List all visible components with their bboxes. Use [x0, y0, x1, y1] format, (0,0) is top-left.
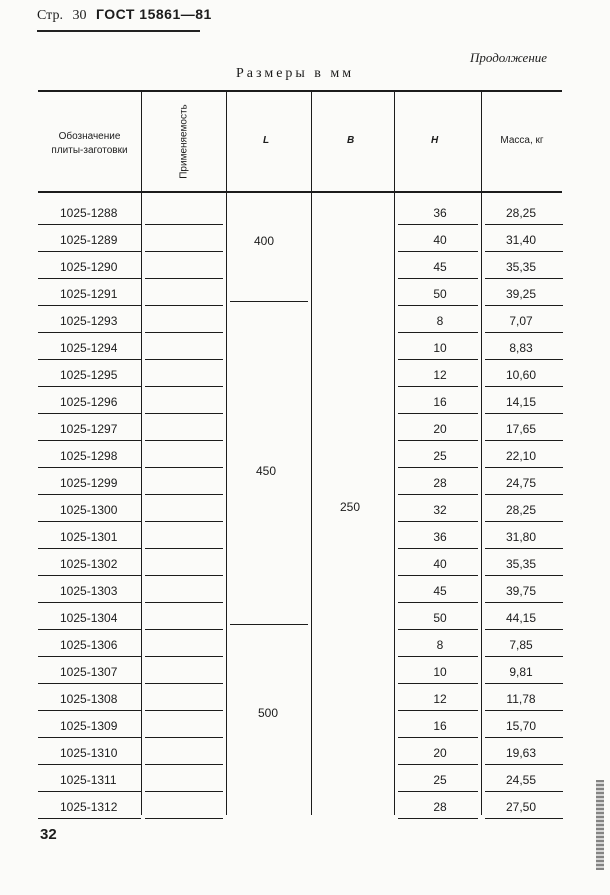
row-line-H [398, 602, 478, 603]
col-divider-5 [481, 92, 482, 191]
row-line-designation [38, 332, 141, 333]
row-designation: 1025-1301 [60, 530, 118, 544]
continuation-label: Продолжение [470, 50, 548, 65]
row-designation: 1025-1290 [60, 260, 118, 274]
row-mass: 28,25 [505, 206, 537, 220]
row-line-designation [38, 278, 141, 279]
row-line-H [398, 305, 478, 306]
row-H: 40 [433, 233, 447, 247]
row-line-designation [38, 602, 141, 603]
row-line-designation [38, 305, 141, 306]
row-line-applicability [145, 575, 223, 576]
row-line-H [398, 251, 478, 252]
row-line-applicability [145, 818, 223, 819]
L-group-separator-1 [230, 301, 308, 302]
row-line-mass [485, 737, 563, 738]
row-H: 28 [433, 800, 447, 814]
row-line-mass [485, 278, 563, 279]
row-line-designation [38, 467, 141, 468]
row-H: 10 [433, 341, 447, 355]
row-line-mass [485, 818, 563, 819]
header-page: 30 [72, 8, 87, 23]
row-mass: 39,25 [505, 287, 537, 301]
row-line-designation [38, 440, 141, 441]
row-H: 25 [433, 773, 447, 787]
row-line-mass [485, 656, 563, 657]
row-designation: 1025-1289 [60, 233, 118, 247]
row-H: 28 [433, 476, 447, 490]
header-designation: Обозначение плиты-заготовки [51, 131, 128, 156]
row-line-mass [485, 413, 563, 414]
row-line-designation [38, 494, 141, 495]
body-divider-4 [394, 193, 395, 815]
row-line-H [398, 710, 478, 711]
row-line-designation [38, 764, 141, 765]
row-line-designation [38, 683, 141, 684]
row-line-H [398, 629, 478, 630]
row-designation: 1025-1298 [60, 449, 118, 463]
row-mass: 35,35 [505, 260, 537, 274]
col-divider-4 [394, 92, 395, 191]
row-line-applicability [145, 629, 223, 630]
row-mass: 7,07 [509, 314, 533, 328]
row-mass: 14,15 [505, 395, 537, 409]
row-line-applicability [145, 386, 223, 387]
row-line-applicability [145, 683, 223, 684]
row-H: 8 [436, 314, 444, 328]
row-line-applicability [145, 305, 223, 306]
row-line-H [398, 683, 478, 684]
row-mass: 24,55 [505, 773, 537, 787]
row-line-H [398, 737, 478, 738]
row-H: 16 [433, 719, 447, 733]
row-line-applicability [145, 224, 223, 225]
row-line-H [398, 278, 478, 279]
row-line-H [398, 467, 478, 468]
row-mass: 19,63 [505, 746, 537, 760]
row-designation: 1025-1308 [60, 692, 118, 706]
row-line-H [398, 521, 478, 522]
row-H: 10 [433, 665, 447, 679]
row-mass: 31,80 [505, 530, 537, 544]
row-line-applicability [145, 467, 223, 468]
row-line-mass [485, 521, 563, 522]
row-H: 45 [433, 260, 447, 274]
row-H: 12 [433, 368, 447, 382]
row-line-designation [38, 521, 141, 522]
row-mass: 11,78 [506, 692, 536, 706]
row-line-applicability [145, 359, 223, 360]
row-designation: 1025-1288 [60, 206, 118, 220]
row-H: 36 [433, 530, 447, 544]
row-line-designation [38, 251, 141, 252]
row-line-designation [38, 791, 141, 792]
row-line-applicability [145, 710, 223, 711]
row-line-applicability [145, 278, 223, 279]
body-divider-5 [481, 193, 482, 815]
row-mass: 44,15 [505, 611, 537, 625]
header-standard: ГОСТ 15861—81 [95, 6, 212, 22]
row-line-mass [485, 359, 563, 360]
row-line-designation [38, 629, 141, 630]
row-line-designation [38, 413, 141, 414]
row-line-designation [38, 656, 141, 657]
row-mass: 9,81 [509, 665, 533, 679]
row-line-H [398, 791, 478, 792]
row-H: 32 [433, 503, 447, 517]
row-mass: 7,85 [509, 638, 533, 652]
row-line-H [398, 413, 478, 414]
row-line-H [398, 494, 478, 495]
row-line-applicability [145, 413, 223, 414]
row-designation: 1025-1294 [60, 341, 118, 355]
row-designation: 1025-1303 [60, 584, 118, 598]
header-bottom-border [38, 191, 562, 193]
row-designation: 1025-1307 [60, 665, 118, 679]
row-line-mass [485, 791, 563, 792]
L-value-400: 400 [254, 234, 275, 248]
row-designation: 1025-1309 [60, 719, 118, 733]
row-H: 40 [433, 557, 447, 571]
sizes-title: Размеры в мм [236, 66, 355, 81]
col-divider-3 [311, 92, 312, 191]
row-mass: 28,25 [505, 503, 537, 517]
row-line-applicability [145, 440, 223, 441]
row-line-mass [485, 386, 563, 387]
body-divider-1 [141, 193, 142, 815]
header-H: H [431, 135, 439, 146]
row-line-designation [38, 818, 141, 819]
row-line-mass [485, 251, 563, 252]
row-designation: 1025-1312 [60, 800, 118, 814]
row-line-designation [38, 575, 141, 576]
row-line-mass [485, 332, 563, 333]
row-line-mass [485, 548, 563, 549]
row-designation: 1025-1299 [60, 476, 118, 490]
L-value-500: 500 [258, 706, 279, 720]
row-H: 16 [433, 395, 447, 409]
row-H: 36 [433, 206, 447, 220]
row-designation: 1025-1291 [60, 287, 118, 301]
row-line-H [398, 224, 478, 225]
L-group-separator-2 [230, 624, 308, 625]
row-line-mass [485, 440, 563, 441]
B-value-250: 250 [340, 500, 361, 514]
row-line-designation [38, 737, 141, 738]
row-line-mass [485, 467, 563, 468]
running-header [37, 6, 212, 24]
row-line-applicability [145, 332, 223, 333]
row-designation: 1025-1296 [60, 395, 118, 409]
row-line-designation [38, 386, 141, 387]
header-L: L [263, 135, 270, 146]
row-H: 25 [433, 449, 447, 463]
row-H: 50 [433, 611, 447, 625]
row-mass: 39,75 [505, 584, 537, 598]
row-line-designation [38, 359, 141, 360]
row-H: 20 [433, 422, 447, 436]
row-line-mass [485, 224, 563, 225]
row-line-H [398, 575, 478, 576]
row-line-mass [485, 629, 563, 630]
header-B: B [347, 135, 355, 146]
row-line-H [398, 656, 478, 657]
row-line-designation [38, 224, 141, 225]
row-line-H [398, 386, 478, 387]
row-designation: 1025-1311 [60, 773, 117, 787]
row-H: 12 [433, 692, 447, 706]
row-line-applicability [145, 521, 223, 522]
row-H: 8 [436, 638, 444, 652]
body-divider-2 [226, 193, 227, 815]
row-line-H [398, 332, 478, 333]
row-line-mass [485, 305, 563, 306]
row-line-applicability [145, 737, 223, 738]
row-mass: 15,70 [505, 719, 537, 733]
row-designation: 1025-1297 [60, 422, 118, 436]
row-designation: 1025-1306 [60, 638, 118, 652]
row-mass: 22,10 [505, 449, 537, 463]
row-mass: 35,35 [505, 557, 537, 571]
row-designation: 1025-1300 [60, 503, 118, 517]
row-line-mass [485, 575, 563, 576]
row-line-H [398, 548, 478, 549]
row-line-H [398, 764, 478, 765]
row-line-applicability [145, 548, 223, 549]
table-top-border [38, 90, 562, 92]
body-divider-3 [311, 193, 312, 815]
header-underline [37, 30, 200, 32]
row-line-mass [485, 710, 563, 711]
row-line-mass [485, 764, 563, 765]
row-mass: 27,50 [505, 800, 537, 814]
row-line-designation [38, 548, 141, 549]
row-line-mass [485, 494, 563, 495]
scan-edge-mark [596, 780, 604, 870]
row-line-mass [485, 683, 563, 684]
row-line-designation [38, 710, 141, 711]
row-line-H [398, 440, 478, 441]
row-designation: 1025-1302 [60, 557, 118, 571]
header-prefix: Стр. [37, 8, 63, 23]
row-line-applicability [145, 251, 223, 252]
row-line-applicability [145, 791, 223, 792]
row-line-H [398, 359, 478, 360]
header-mass: Масса, кг [500, 135, 544, 146]
col-divider-1 [141, 92, 142, 191]
row-designation: 1025-1304 [60, 611, 118, 625]
row-H: 20 [433, 746, 447, 760]
row-H: 50 [433, 287, 447, 301]
row-line-applicability [145, 494, 223, 495]
row-designation: 1025-1295 [60, 368, 118, 382]
row-line-applicability [145, 764, 223, 765]
row-designation: 1025-1293 [60, 314, 118, 328]
row-mass: 31,40 [505, 233, 537, 247]
row-mass: 10,60 [505, 368, 537, 382]
row-line-applicability [145, 602, 223, 603]
L-value-450: 450 [256, 464, 277, 478]
row-mass: 17,65 [505, 422, 537, 436]
row-designation: 1025-1310 [60, 746, 118, 760]
row-line-applicability [145, 656, 223, 657]
row-H: 45 [433, 584, 447, 598]
row-mass: 24,75 [505, 476, 537, 490]
col-divider-2 [226, 92, 227, 191]
row-line-mass [485, 602, 563, 603]
row-mass: 8,83 [509, 341, 533, 355]
row-line-H [398, 818, 478, 819]
page-number: 32 [40, 826, 57, 843]
header-applicability: Применяемость [178, 104, 190, 179]
